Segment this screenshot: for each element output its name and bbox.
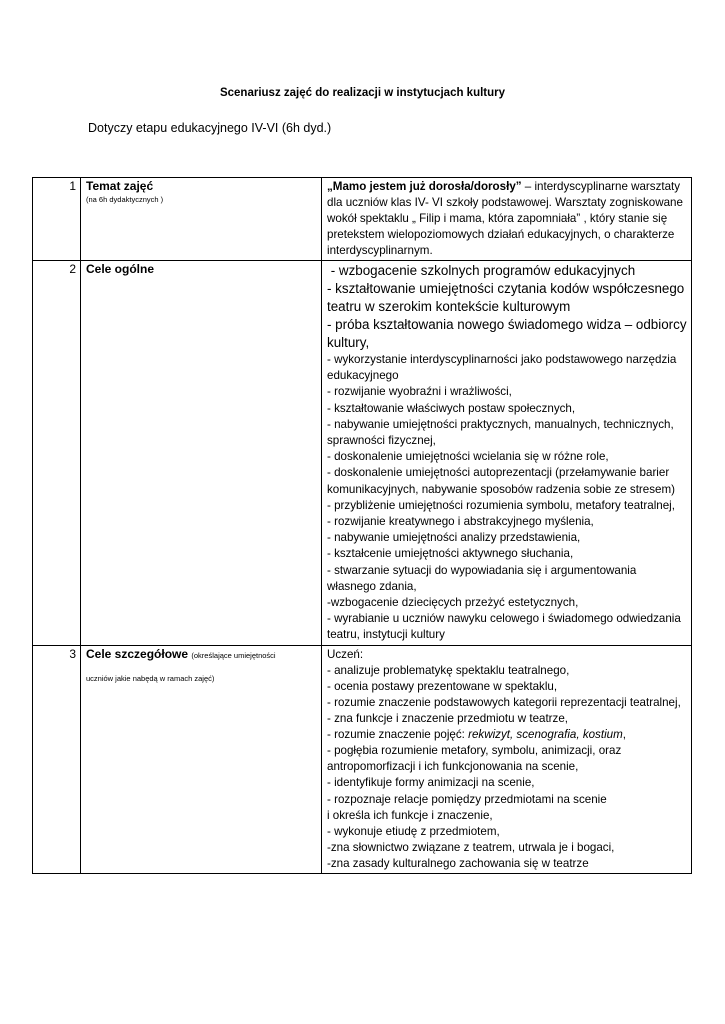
list-item: - pogłębia rozumienie metafory, symbolu, animizacji, oraz antropomorfizacji i ich funkcjonowania na scenie, <box>327 744 622 774</box>
list-item: - rozumie znaczenie podstawowych kategorii reprezentacji teatralnej, <box>327 695 681 709</box>
list-item: -zna słownictwo związane z teatrem, utrwala je i bogaci, <box>327 840 615 854</box>
list-item-suffix: , <box>622 728 626 742</box>
list-item: - wzbogacenie szkolnych programów edukacyjnych <box>327 263 636 278</box>
row-note: (określające umiejętności <box>191 650 276 660</box>
list-item: - identyfikuje formy animizacji na scenie, <box>327 776 535 790</box>
row-label: Temat zajęć <box>86 179 154 193</box>
list-item: - kształtowanie właściwych postaw społecznych, <box>327 401 576 415</box>
specific-goals-content <box>322 645 692 873</box>
list-item: - doskonalenie umiejętności autoprezentacji (przełamywanie barier komunikacyjnych, nabywanie sposobów radzenia sobie ze stresem) <box>327 466 675 496</box>
row-label-cell <box>81 645 322 873</box>
row-number: 1 <box>33 178 81 261</box>
list-item: - wykonuje etiudę z przedmiotem, <box>327 824 500 838</box>
list-item: - kształcenie umiejętności aktywnego słuchania, <box>327 547 574 561</box>
list-item <box>327 727 687 743</box>
list-item: - doskonalenie umiejętności wcielania się w różne role, <box>327 450 609 464</box>
table-row <box>33 645 692 873</box>
document-title: Scenariusz zajęć do realizacji w instytucjach kultury <box>219 87 506 99</box>
list-item: - rozwijanie wyobraźni i wrażliwości, <box>327 385 512 399</box>
row-number: 2 <box>33 261 81 646</box>
general-goals-content <box>322 261 692 646</box>
row-note-continued: uczniów jakie nabędą w ramach zajęć) <box>86 673 215 683</box>
list-item: i określa ich funkcje i znaczenie, <box>327 808 493 822</box>
list-item: - ocenia postawy prezentowane w spektaklu, <box>327 679 558 693</box>
list-item: - próba kształtowania nowego świadomego widza – odbiorcy kultury, <box>327 317 687 350</box>
topic-title: „Mamo jestem już dorosła/dorosły” <box>327 180 522 193</box>
goals-intro: Uczeń: <box>327 647 364 661</box>
list-item: - zna funkcje i znaczenie przedmiotu w teatrze, <box>327 712 569 726</box>
list-item: - wykorzystanie interdyscyplinarności jako podstawowego narzędzia edukacyjnego <box>327 353 677 383</box>
list-item: - nabywanie umiejętności analizy przedstawienia, <box>327 531 581 545</box>
list-item: - wyrabianie u uczniów nawyku celowego i świadomego odwiedzania teatru, instytucji kultury <box>327 612 681 642</box>
scenario-table <box>32 177 692 874</box>
row-label: Cele szczegółowe <box>86 646 189 661</box>
topic-description: – interdyscyplinarne warsztaty dla uczniów klas IV- VI szkoły podstawowej. Warsztaty zogniskowane wokół spektaklu „ Filip i mama, która zapomniała” , który stanie się pretekstem wielopoziomowych działań edukacyjnych, o charakterze interdyscyplinarnym. <box>327 180 683 257</box>
list-item-terms: rekwizyt, scenografia, kostium <box>468 728 623 742</box>
row-label-cell <box>81 178 322 261</box>
row-number: 3 <box>33 645 81 873</box>
list-item: - stwarzanie sytuacji do wypowiadania się i argumentowania własnego zdania, <box>327 563 637 593</box>
list-item: - kształtowanie umiejętności czytania kodów współczesnego teatru w szerokim kontekście kulturowym <box>327 281 685 314</box>
list-item: -wzbogacenie dziecięcych przeżyć estetycznych, <box>327 596 579 610</box>
row-label: Cele ogólne <box>86 262 155 276</box>
row-note: (na 6h dydaktycznych ) <box>86 195 164 204</box>
table-row <box>33 261 692 646</box>
list-item: - rozwijanie kreatywnego i abstrakcyjnego myślenia, <box>327 515 594 529</box>
document-subtitle: Dotyczy etapu edukacyjnego IV-VI (6h dyd.) <box>88 121 332 135</box>
topic-content <box>322 178 692 261</box>
list-item-prefix: - rozumie znaczenie pojęć: <box>327 728 469 742</box>
table-row <box>33 178 692 261</box>
list-item: - przybliżenie umiejętności rozumienia symbolu, metafory teatralnej, <box>327 498 675 512</box>
list-item: - rozpoznaje relacje pomiędzy przedmiotami na scenie <box>327 792 607 806</box>
row-label-cell <box>81 261 322 646</box>
list-item: - nabywanie umiejętności praktycznych, manualnych, technicznych, sprawności fizycznej, <box>327 417 674 448</box>
list-item: -zna zasady kulturalnego zachowania się w teatrze <box>327 856 589 870</box>
list-item: - analizuje problematykę spektaklu teatralnego, <box>327 663 570 677</box>
